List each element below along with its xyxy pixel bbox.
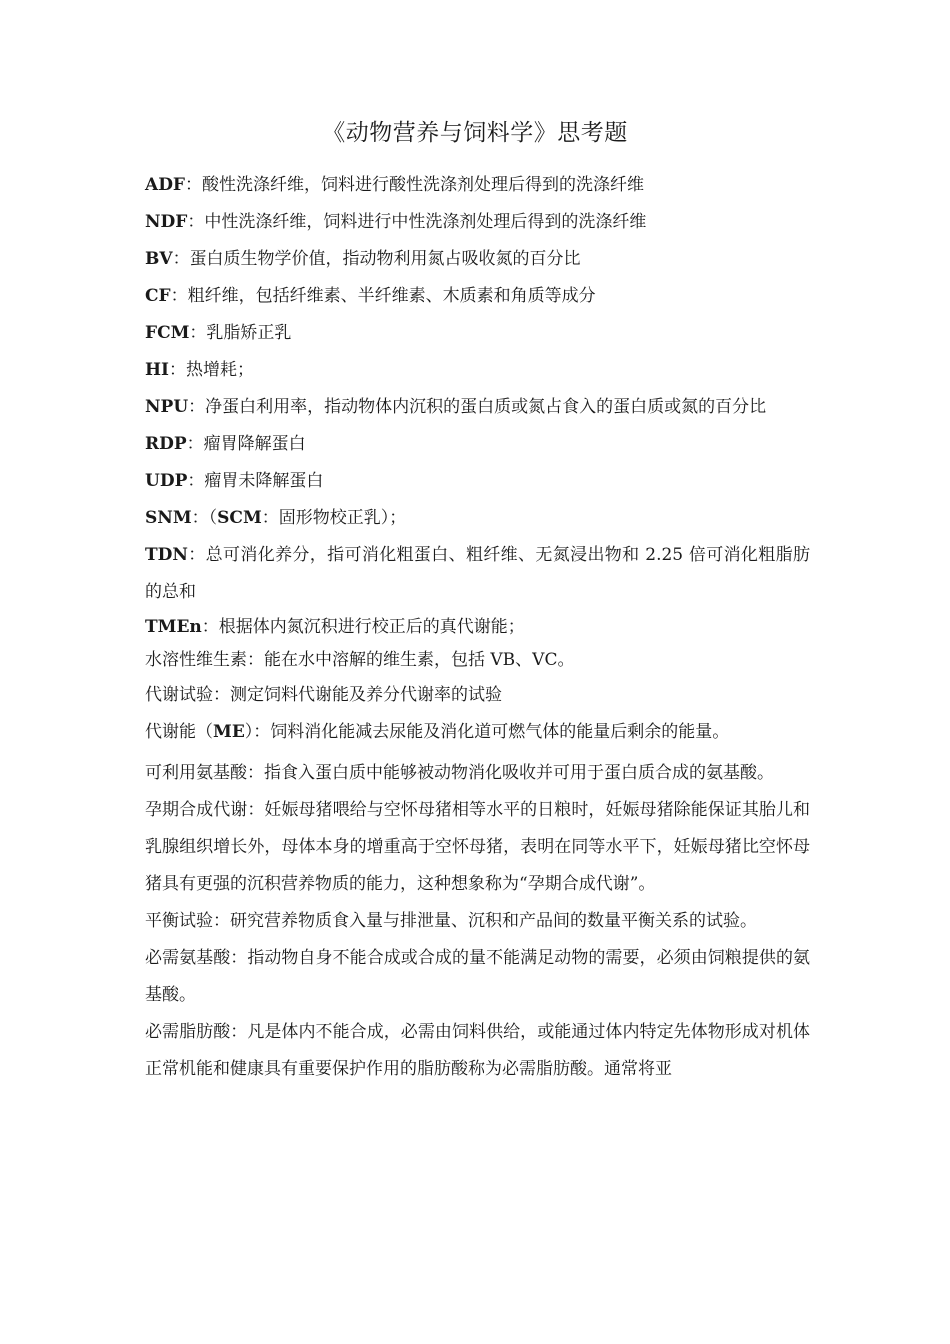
definition-hi [145,352,810,389]
term-separator: ： [247,763,264,783]
definition-fcm [145,315,810,352]
term-separator: ： [213,911,230,931]
definition-text: 根据体内氮沉积进行校正后的真代谢能； [218,617,525,637]
term: UDP [145,471,188,491]
definition-text: 固形物校正乳）； [278,508,407,528]
definition-balance-trial [145,903,810,940]
definition-text: 乳脂矫正乳 [206,323,292,343]
definition-text: 妊娠母猪喂给与空怀母猪相等水平的日粮时，妊娠母猪除能保证其胎儿和乳腺组织增长外，母体本身的增重高于空怀母猪，表明在同等水平下，妊娠母猪比空怀母猪具有更强的沉积营养物质的能力，这种想象称为“孕期合成代谢”。 [145,800,811,894]
definition-ndf [145,204,810,241]
term-separator: ： [261,508,279,528]
term-separator: ： [172,249,190,269]
term: SNM [145,508,192,528]
term: NDF [145,212,188,232]
term-separator: ： [186,434,204,454]
term-separator: ： [213,685,230,705]
term-separator: ：（ [191,508,218,528]
definition-text: 凡是体内不能合成，必需由饲料供给，或能通过体内特定先体物形成对机体正常机能和健康具有重要保护作用的脂肪酸称为必需脂肪酸。通常将亚 [145,1022,811,1079]
term: 必需脂肪酸 [145,1022,231,1042]
definition-rdp [145,426,810,463]
term: NPU [145,397,189,417]
term-separator: ： [187,471,205,491]
term: 孕期合成代谢 [145,800,248,820]
definition-metabolism-trial [145,677,810,714]
definition-tmen [145,611,810,644]
term: RDP [145,434,187,454]
definition-text: 指食入蛋白质中能够被动物消化吸收并可用于蛋白质合成的氨基酸。 [264,763,774,783]
term: 代谢试验 [145,685,213,705]
term-separator: ： [230,1022,248,1042]
term-separator: ： [189,323,207,343]
definition-text: 测定饲料代谢能及养分代谢率的试验 [230,685,502,705]
definition-me [145,714,810,751]
term-separator: ： [247,650,264,670]
term-separator: ： [187,545,206,565]
term: 可利用氨基酸 [145,763,247,783]
definition-pregnancy-anabolism [145,792,810,903]
definition-tdn [145,537,810,611]
definition-cf [145,278,810,315]
term: 必需氨基酸 [145,948,231,968]
definition-adf [145,167,810,204]
term: BV [145,249,173,269]
term: FCM [145,323,190,343]
definition-udp [145,463,810,500]
definition-text: 中性洗涤纤维，饲料进行中性洗涤剂处理后得到的洗涤纤维 [204,212,647,232]
term-separator: ： [169,360,187,380]
term-separator: ： [187,212,205,232]
definition-text: 饲料消化能减去尿能及消化道可燃气体的能量后剩余的能量。 [270,722,730,742]
definition-text: 瘤胃降解蛋白 [203,434,306,454]
definition-npu [145,389,810,426]
term-separator: ： [230,948,248,968]
term: ADF [145,175,186,195]
definition-text: 能在水中溶解的维生素，包括 VB、VC。 [264,650,575,670]
term-separator: ： [188,397,206,417]
term: 水溶性维生素 [145,650,247,670]
definition-list [145,167,810,1088]
definition-text: 研究营养物质食入量与排泄量、沉积和产品间的数量平衡关系的试验。 [230,911,757,931]
definition-text: 指动物自身不能合成或合成的量不能满足动物的需要，必须由饲粮提供的氨基酸。 [145,948,811,1005]
definition-water-soluble-vitamins [145,644,810,677]
term-secondary: SCM [217,508,262,528]
definition-bv [145,241,810,278]
definition-snm [145,500,810,537]
term-separator: ： [185,175,203,195]
definition-text: 热增耗； [186,360,255,380]
term: HI [145,360,170,380]
term: CF [145,286,171,306]
term-separator: ： [247,800,265,820]
term-separator: ）： [244,722,271,742]
term: TDN [145,545,188,565]
term-separator: ： [170,286,188,306]
page-title: 《动物营养与饲料学》思考题 [322,120,628,146]
definition-available-amino-acids [145,755,810,792]
definition-text: 瘤胃未降解蛋白 [204,471,324,491]
definition-text: 粗纤维，包括纤维素、半纤维素、木质素和角质等成分 [187,286,596,306]
definition-text: 总可消化养分，指可消化粗蛋白、粗纤维、无氮浸出物和 2.25 倍可消化粗脂肪的总和 [145,545,810,602]
definition-text: 酸性洗涤纤维，饲料进行酸性洗涤剂处理后得到的洗涤纤维 [202,175,645,195]
term: 代谢能（ [145,722,213,742]
definition-text: 净蛋白利用率，指动物体内沉积的蛋白质或氮占食入的蛋白质或氮的百分比 [205,397,767,417]
definition-essential-amino-acids [145,940,810,1014]
definition-essential-fatty-acids [145,1014,810,1088]
term-secondary: ME [213,722,245,742]
term: 平衡试验 [145,911,213,931]
definition-text: 蛋白质生物学价值，指动物利用氮占吸收氮的百分比 [189,249,581,269]
term: TMEn [145,617,202,637]
term-separator: ： [201,617,219,637]
